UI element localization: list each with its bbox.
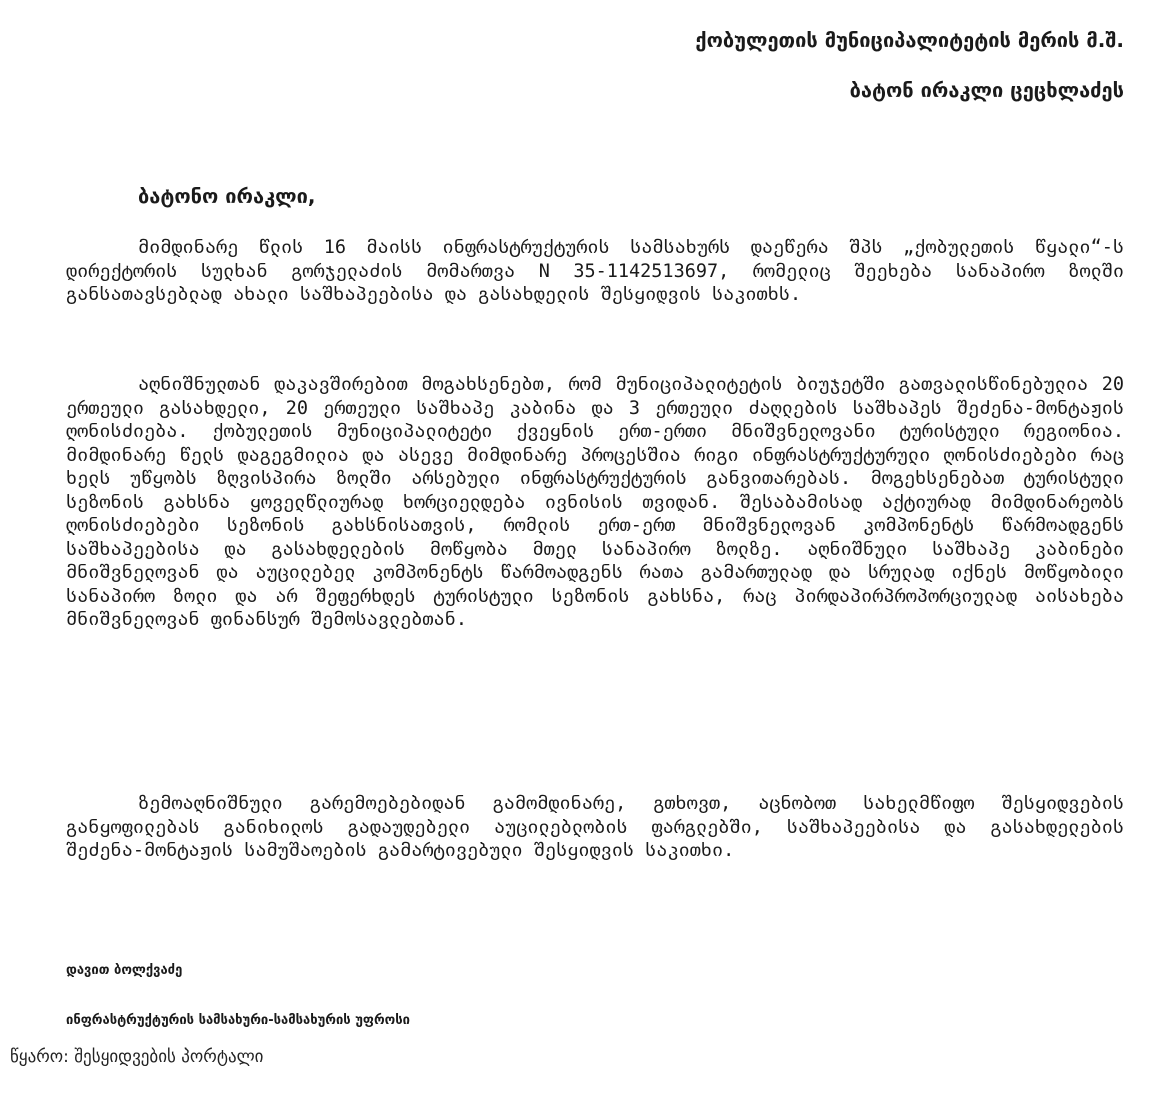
addressee-title: ქობულეთის მუნიციპალიტეტის მერის მ.შ. bbox=[695, 28, 1124, 52]
signer-position: ინფრასტრუქტურის სამსახური-სამსახურის უფროსი bbox=[66, 1013, 410, 1028]
letter-paragraph-3: ზემოაღნიშნული გარემოებებიდან გამომდინარე, გთხოვთ, აცნობოთ სახელმწიფო შესყიდვების განყოფილებას განიხილოს გადაუდებელი აუცილებლობის ფარგლებში, საშხაპეებისა და გასახდელების შეძენა-მონტაჟის სამუშაოების გამარტივებული შესყიდვის საკითხი. bbox=[66, 793, 1124, 861]
letter-paragraph-2: აღნიშნულთან დაკავშირებით მოგახსენებთ, რომ მუნიციპალიტეტის ბიუჯეტში გათვალისწინებულია 20 ერთეული გასახდელი, 20 ერთეული საშხაპე კაბინა და 3 ერთეული ძაღლების საშხაპეს შეძენა-მონტაჟის ღონისძიება. ქობულეთის მუნიციპალიტეტი ქვეყნის ერთ-ერთი მნიშვნელოვანი ტურისტული რეგიონია. მიმდინარე წელს დაგეგმილია და ასევე მიმდინარე პროცესშია რიგი ინფრასტრუქტურული ღონისძიებები რაც ხელს უწყობს ზღვისპირა ზოლში არსებული ინფრასტრუქტურის განვითარებას. მოგეხსენებათ ტურისტული სეზონის გახსნა ყოველწლიურად ხორციელდება ივნისის თვიდან. შესაბამისად აქტიურად მიმდინარეობს ღონისძიებები სეზონის გახსნისათვის, რომლის ერთ-ერთ მნიშვნელოვან კომპონენტს წარმოადგენს საშხაპეებისა და გასახდელების მოწყობა მთელ სანაპირო ზოლზე. აღნიშნული საშხაპე კაბინები მნიშვნელოვან და აუცილებელ კომპონენტს წარმოადგენს რათა გამართულად და სრულად იქნეს მოწყობილი სანაპირო ზოლი და არ შეფერხდეს ტურისტული სეზონის გახსნა, რაც პირდაპირპროპორციულად აისახება მნიშვნელოვან ფინანსურ შემოსავლებთან. bbox=[66, 374, 1124, 630]
signer-name: დავით ბოლქვაძე bbox=[66, 963, 183, 978]
letter-paragraph-1: მიმდინარე წლის 16 მაისს ინფრასტრუქტურის სამსახურს დაეწერა შპს „ქობულეთის წყალი“-ს დირექტორის სულხან გორჯელაძის მომართვა N 35-1142513697, რომელიც შეეხება სანაპირო ზოლში განსათავსებლად ახალი საშხაპეებისა და გასახდელის შესყიდვის საკითხს. bbox=[66, 237, 1124, 305]
source-caption: წყარო: შესყიდვების პორტალი bbox=[10, 1047, 264, 1067]
salutation: ბატონო ირაკლი, bbox=[138, 184, 316, 208]
addressee-name: ბატონ ირაკლი ცეცხლაძეს bbox=[849, 78, 1124, 102]
